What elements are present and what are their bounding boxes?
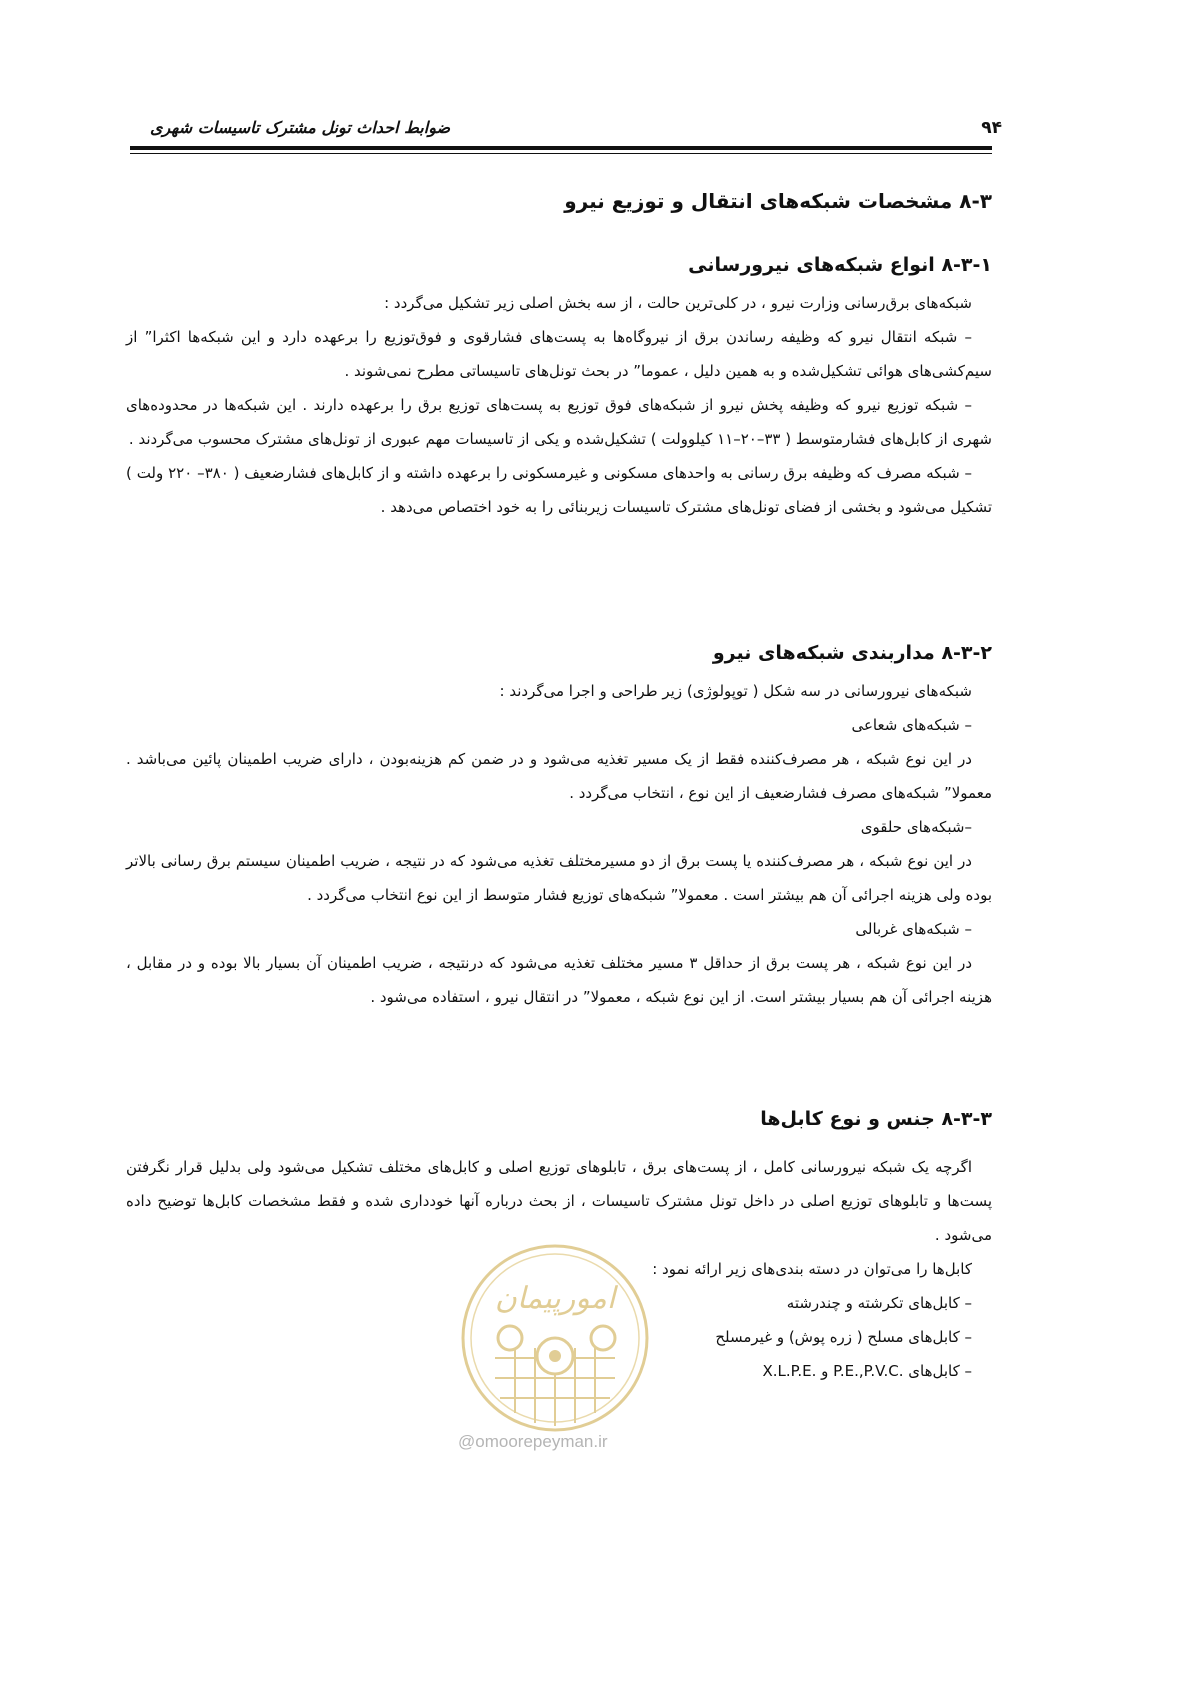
paragraph: اگرچه یک شبکه نیرورسانی کامل ، از پست‌های برق ، تابلوهای توزیع اصلی و کابل‌های مختلف تشکیل می‌شود ولی بدلیل قرار نگرفتن پست‌ها و تابلوهای توزیع اصلی در داخل تونل مشترک تاسیسات ، از بحث درباره آنها خودداری شده و فقط مشخصات کابل‌ها توضیح داده می‌شود .: [126, 1158, 992, 1244]
paragraph: – شبکه انتقال نیرو که وظیفه رساندن برق از نیروگاه‌ها به پست‌های فشارقوی و فوق‌توزیع را برعهده دارد و این شبکه‌ها اکثرا” از سیم‌کشی‌های هوائی تشکیل‌شده و به همین دلیل ، عموما” در بحث تونل‌های تاسیساتی مطرح نمی‌شوند .: [126, 328, 992, 380]
list-item: – کابل‌های .P.E.,P.V.C و .X.L.P.E: [762, 1362, 972, 1380]
paragraph: شبکه‌های برق‌رسانی وزارت نیرو ، در کلی‌ترین حالت ، از سه بخش اصلی زیر تشکیل می‌گردد :: [384, 294, 972, 312]
subsection-2-heading: ۸-۳-۲ مداربندی شبکه‌های نیرو: [712, 642, 992, 664]
watermark-url: @omoorepeyman.ir: [458, 1432, 608, 1451]
header-rule-thick: [130, 146, 992, 150]
page-number: ۹۴: [981, 118, 1002, 138]
list-item: – کابل‌های تکرشته و چندرشته: [786, 1294, 972, 1312]
subsection-1-body: [126, 286, 992, 524]
paragraph: کابل‌ها را می‌توان در دسته بندی‌های زیر ارائه نمود :: [652, 1260, 972, 1278]
list-item: – کابل‌های مسلح ( زره پوش) و غیرمسلح: [715, 1328, 972, 1346]
section-heading: ۸-۳ مشخصات شبکه‌های انتقال و توزیع نیرو: [564, 189, 992, 213]
paragraph: شبکه‌های نیرورسانی در سه شکل ( توپولوژی) زیر طراحی و اجرا می‌گردند :: [499, 682, 972, 700]
svg-text:امورپیمان: امورپیمان: [494, 1281, 616, 1316]
paragraph: – شبکه مصرف که وظیفه برق رسانی به واحدهای مسکونی و غیرمسکونی را برعهده داشته و از کابل‌های فشارضعیف ( ۳۸۰– ۲۲۰ ولت ) تشکیل می‌شود و بخشی از فضای تونل‌های مشترک تاسیسات زیربنائی را به خود اختصاص می‌دهد .: [126, 464, 992, 516]
paragraph: در این نوع شبکه ، هر مصرف‌کننده فقط از یک مسیر تغذیه می‌شود و در ضمن کم هزینه‌بودن ، دارای ضریب اطمینان پائین می‌باشد . معمولا” شبکه‌های مصرف فشارضعیف از این نوع ، انتخاب می‌گردد .: [126, 750, 992, 802]
list-item: – شبکه‌های غربالی: [855, 920, 972, 938]
subsection-2-body: [126, 674, 992, 1014]
list-item: –شبکه‌های حلقوی: [860, 818, 972, 836]
watermark-logo-icon: [455, 1238, 655, 1438]
running-header-title: ضوابط احداث تونل مشترک تاسیسات شهری: [150, 118, 451, 137]
paragraph: در این نوع شبکه ، هر مصرف‌کننده یا پست برق از دو مسیرمختلف تغذیه می‌شود که در نتیجه ، ضریب اطمینان سیستم برق رسانی بالاتر بوده ولی هزینه اجرائی آن هم بیشتر است . معمولا” شبکه‌های توزیع فشار متوسط از این نوع انتخاب می‌گردد .: [126, 852, 992, 904]
at-icon: @: [458, 1432, 476, 1451]
subsection-3-heading: ۸-۳-۳ جنس و نوع کابل‌ها: [760, 1108, 992, 1130]
subsection-1-heading: ۸-۳-۱ انواع شبکه‌های نیرورسانی: [688, 254, 992, 276]
paragraph: در این نوع شبکه ، هر پست برق از حداقل ۳ مسیر مختلف تغذیه می‌شود که درنتیجه ، ضریب اطمینان آن بسیار بالا بوده و در مقابل ، هزینه اجرائی آن هم بسیار بیشتر است. از این نوع شبکه ، معمولا” در انتقال نیرو ، استفاده می‌شود .: [126, 954, 992, 1006]
header-rule-thin: [130, 153, 992, 154]
paragraph: – شبکه توزیع نیرو که وظیفه پخش نیرو از شبکه‌های فوق توزیع به پست‌های توزیع برق را برعهده دارند . این شبکه‌ها در محدوده‌های شهری از کابل‌های فشارمتوسط ( ۳۳–۲۰–۱۱ کیلوولت ) تشکیل‌شده و یکی از تاسیسات مهم عبوری از تونل‌های مشترک محسوب می‌گردند .: [126, 396, 992, 448]
list-item: – شبکه‌های شعاعی: [851, 716, 972, 734]
